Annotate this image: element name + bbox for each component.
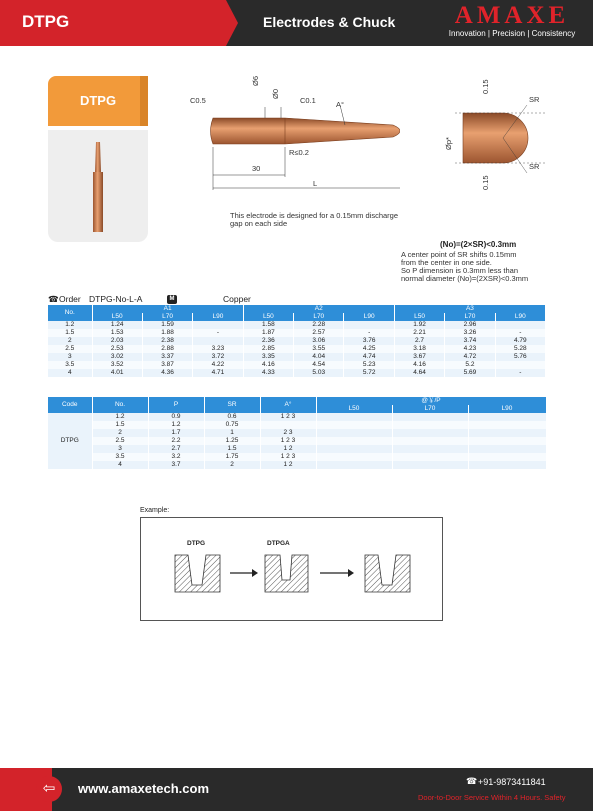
dim-015-bottom: 0.15 — [481, 175, 490, 190]
table-cell: 4.72 — [445, 353, 495, 361]
table-cell: 4.25 — [344, 345, 394, 353]
table-row — [48, 329, 546, 337]
table-cell: 1.7 — [148, 429, 204, 437]
table-cell: 1.92 — [394, 321, 444, 329]
table-row — [48, 453, 546, 461]
table-cell: 1.24 — [92, 321, 142, 329]
price-cell — [392, 429, 468, 437]
table-cell: - — [495, 329, 545, 337]
table-cell: 0.75 — [204, 421, 260, 429]
order-icon: ☎ — [48, 294, 59, 304]
table-cell: 2 3 — [260, 429, 316, 437]
table-cell: 4 — [48, 369, 92, 377]
electrode-drawing — [185, 85, 400, 200]
example-label: Example: — [140, 507, 170, 514]
table-cell: 0.6 — [204, 413, 260, 421]
phone-icon: ☎ — [466, 776, 478, 786]
table-cell: 1 — [204, 429, 260, 437]
table-cell: 1.2 — [148, 421, 204, 429]
table-cell: 3.87 — [142, 361, 192, 369]
example-dtpga: DTPGA — [267, 540, 290, 547]
dim-015-top: 0.15 — [481, 79, 490, 94]
table-cell: 4.64 — [394, 369, 444, 377]
table-cell: 2.38 — [142, 337, 192, 345]
table-cell: 1.53 — [92, 329, 142, 337]
price-cell — [316, 421, 392, 429]
table-cell: 4.04 — [294, 353, 344, 361]
dimension-table: No. A1 A2 A3 L50 L70 L90 L50 L70 L90 L50 L70 L90 1.2 1.24 1.59 1.58 2.28 1.92 2.96 1.5 1.53 1.88 - 1.87 2.57 - 2.21 3.26 - 2 2.03 2.38 2.36 3.06 3.76 2.7 3.74 4.79 2.5 2.53 2.88 3.23 2.85 3.55 4.25 3.18 4.23 5.28 3 3.02 3.37 3.72 3.35 4.04 4.74 3.67 4.72 5.76 3.5 3.52 3.87 4.22 4.16 4.54 5.23 4.16 5.2 4 4.01 4.36 4.71 4.33 5.03 5.72 4.64 5.69 - — [48, 305, 546, 377]
dim-radius: R≤0.2 — [289, 148, 309, 157]
price-cell — [392, 453, 468, 461]
table-cell: 1.2 — [48, 321, 92, 329]
table-row — [48, 421, 546, 429]
table-cell: 2.21 — [394, 329, 444, 337]
table-cell: 3.06 — [294, 337, 344, 345]
product-photo — [48, 130, 148, 242]
table-cell: 2.57 — [294, 329, 344, 337]
table-cell: 1.5 — [204, 445, 260, 453]
table-cell: 5.69 — [445, 369, 495, 377]
table-cell: 3.2 — [148, 453, 204, 461]
brand-logo: AMAXE — [454, 2, 570, 29]
price-cell — [316, 445, 392, 453]
website-icon: ⇦ — [36, 776, 62, 802]
price-cell — [392, 461, 468, 469]
phone-number[interactable]: +91-9873411841 — [478, 777, 546, 787]
order-code: DTPG-No-L-A — [89, 294, 143, 304]
price-cell — [392, 445, 468, 453]
table-cell: 5.03 — [294, 369, 344, 377]
table-cell: 3.23 — [193, 345, 243, 353]
dim-L: L — [313, 179, 318, 188]
table-cell: 3.72 — [193, 353, 243, 361]
code-cell: DTPG — [48, 413, 92, 469]
dim-p: Øp* — [444, 137, 453, 150]
website-link[interactable]: www.amaxetech.com — [78, 781, 210, 796]
dim-d6: Ø6 — [251, 75, 260, 86]
section-title: Electrodes & Chuck — [263, 14, 396, 30]
table-row — [48, 429, 546, 437]
page-title: DTPG — [22, 12, 70, 31]
table-cell: 2.85 — [243, 345, 293, 353]
table-cell — [495, 361, 545, 369]
table-cell: 2.96 — [445, 321, 495, 329]
table-row — [48, 361, 546, 369]
table-cell: 4.54 — [294, 361, 344, 369]
price-cell — [316, 429, 392, 437]
order-label: Order — [59, 294, 81, 304]
price-cell — [316, 413, 392, 421]
table-cell: 3.52 — [92, 361, 142, 369]
price-cell — [392, 437, 468, 445]
table-cell: 3.5 — [48, 361, 92, 369]
price-cell — [468, 413, 546, 421]
tip-detail-drawing — [455, 95, 550, 185]
table-cell: 3.37 — [142, 353, 192, 361]
table-cell: 3 — [92, 445, 148, 453]
price-cell — [392, 421, 468, 429]
price-cell — [392, 413, 468, 421]
table-cell: 4.71 — [193, 369, 243, 377]
table-cell: 4.36 — [142, 369, 192, 377]
table-cell: 5.23 — [344, 361, 394, 369]
dim-c05: C0.5 — [190, 96, 206, 105]
price-cell — [468, 437, 546, 445]
table-row — [48, 353, 546, 361]
table-cell: 4.16 — [394, 361, 444, 369]
design-note: This electrode is designed for a 0.15mm discharge gap on each side — [230, 211, 399, 228]
table-cell: 3.26 — [445, 329, 495, 337]
material-name: Copper — [223, 294, 251, 304]
table-row — [48, 337, 546, 345]
table-cell: 1 2 — [260, 445, 316, 453]
table-row — [48, 413, 546, 421]
table-cell: 2.88 — [142, 345, 192, 353]
col-a3: A3 — [394, 305, 545, 313]
table-cell: 1.2 — [92, 413, 148, 421]
price-cell — [316, 437, 392, 445]
table-cell — [495, 321, 545, 329]
table-cell: 2.36 — [243, 337, 293, 345]
table-cell: 2.7 — [394, 337, 444, 345]
brand-tagline: Innovation | Precision | Consistency — [448, 29, 576, 38]
table-cell: 2.2 — [148, 437, 204, 445]
dim-sr-top: SR — [529, 95, 540, 104]
table-cell — [344, 321, 394, 329]
dim-angle: A° — [336, 100, 345, 109]
col-a2: A2 — [243, 305, 394, 313]
table-row — [48, 369, 546, 377]
table-cell: 4.33 — [243, 369, 293, 377]
table-row — [48, 445, 546, 453]
table-cell: - — [495, 369, 545, 377]
tab-fold — [140, 76, 148, 126]
col-no: No. — [48, 305, 92, 321]
example-dtpg: DTPG — [187, 540, 206, 547]
table-cell: 4.74 — [344, 353, 394, 361]
table-cell: 3.5 — [92, 453, 148, 461]
table-cell: 5.2 — [445, 361, 495, 369]
table-cell: 4.22 — [193, 361, 243, 369]
table-cell: 1 2 3 — [260, 453, 316, 461]
dim-c01: C0.1 — [300, 96, 316, 105]
price-cell — [468, 429, 546, 437]
table-cell: 4.01 — [92, 369, 142, 377]
table-cell — [193, 321, 243, 329]
table-cell: 2.5 — [48, 345, 92, 353]
table-cell: 1.25 — [204, 437, 260, 445]
table-cell: 1.5 — [92, 421, 148, 429]
table-cell: 1.87 — [243, 329, 293, 337]
table-cell: 2.28 — [294, 321, 344, 329]
table-cell: 3.35 — [243, 353, 293, 361]
table-cell: 2 — [48, 337, 92, 345]
table-cell: 5.76 — [495, 353, 545, 361]
table-cell: 1.59 — [142, 321, 192, 329]
table-cell: 2.53 — [92, 345, 142, 353]
price-cell — [468, 445, 546, 453]
table-cell: - — [344, 329, 394, 337]
table-cell: 3.7 — [148, 461, 204, 469]
price-table: Code No. P SR A° @￥/P L50 L70 L90 DTPG 1.2 0.9 0.6 1 2 3 1.5 1.2 0.75 2 1.7 1 2 3 2.5 2.2 1.25 1 2 3 3 2.7 1.5 1 2 3.5 3.2 1.75 1 2 3 4 3.7 2 1 2 — [48, 397, 547, 469]
table-cell: 1.5 — [48, 329, 92, 337]
table-row — [48, 461, 546, 469]
service-slogan: Door-to-Door Service Within 4 Hours. Safety — [418, 793, 566, 802]
price-cell — [316, 453, 392, 461]
table-cell: - — [193, 329, 243, 337]
table-cell: 2.5 — [92, 437, 148, 445]
table-cell: 1.58 — [243, 321, 293, 329]
table-cell: 3.55 — [294, 345, 344, 353]
table-cell: 0.9 — [148, 413, 204, 421]
price-cell — [468, 421, 546, 429]
table-cell: 1.88 — [142, 329, 192, 337]
table-cell: 1 2 3 — [260, 437, 316, 445]
table-cell: 3 — [48, 353, 92, 361]
price-cell — [316, 461, 392, 469]
table-row — [48, 437, 546, 445]
table-cell: 5.28 — [495, 345, 545, 353]
table-cell: 3.02 — [92, 353, 142, 361]
price-cell — [468, 461, 546, 469]
dim-sr-bottom: SR — [529, 162, 540, 171]
formula: (No)=(2×SR)<0.3mm — [440, 240, 517, 249]
table-cell: 3.74 — [445, 337, 495, 345]
table-cell: 2.7 — [148, 445, 204, 453]
table-cell: 3.76 — [344, 337, 394, 345]
table-cell: 4 — [92, 461, 148, 469]
example-diagram — [170, 550, 420, 600]
table-cell: 1 2 3 — [260, 413, 316, 421]
price-cell — [468, 453, 546, 461]
table-cell: 5.72 — [344, 369, 394, 377]
table-cell: 2 — [204, 461, 260, 469]
table-cell: 3.18 — [394, 345, 444, 353]
dim-d0: Ø0 — [271, 88, 280, 99]
table-row — [48, 345, 546, 353]
table-cell: 1 2 — [260, 461, 316, 469]
table-cell: 4.23 — [445, 345, 495, 353]
table-cell — [260, 421, 316, 429]
table-cell — [193, 337, 243, 345]
product-tab: DTPG — [48, 76, 148, 126]
material-badge: M — [167, 295, 177, 304]
table-cell: 4.16 — [243, 361, 293, 369]
col-a1: A1 — [92, 305, 243, 313]
dim-30: 30 — [252, 164, 261, 173]
table-cell: 2 — [92, 429, 148, 437]
shift-note: A center point of SR shifts 0.15mm from the center in one side. So P dimension is 0.3mm less than normal diameter (No)=(2XSR)<0.3mm — [401, 250, 529, 283]
table-row — [48, 321, 546, 329]
table-cell: 3.67 — [394, 353, 444, 361]
table-cell: 4.79 — [495, 337, 545, 345]
table-cell: 1.75 — [204, 453, 260, 461]
table-cell: 2.03 — [92, 337, 142, 345]
